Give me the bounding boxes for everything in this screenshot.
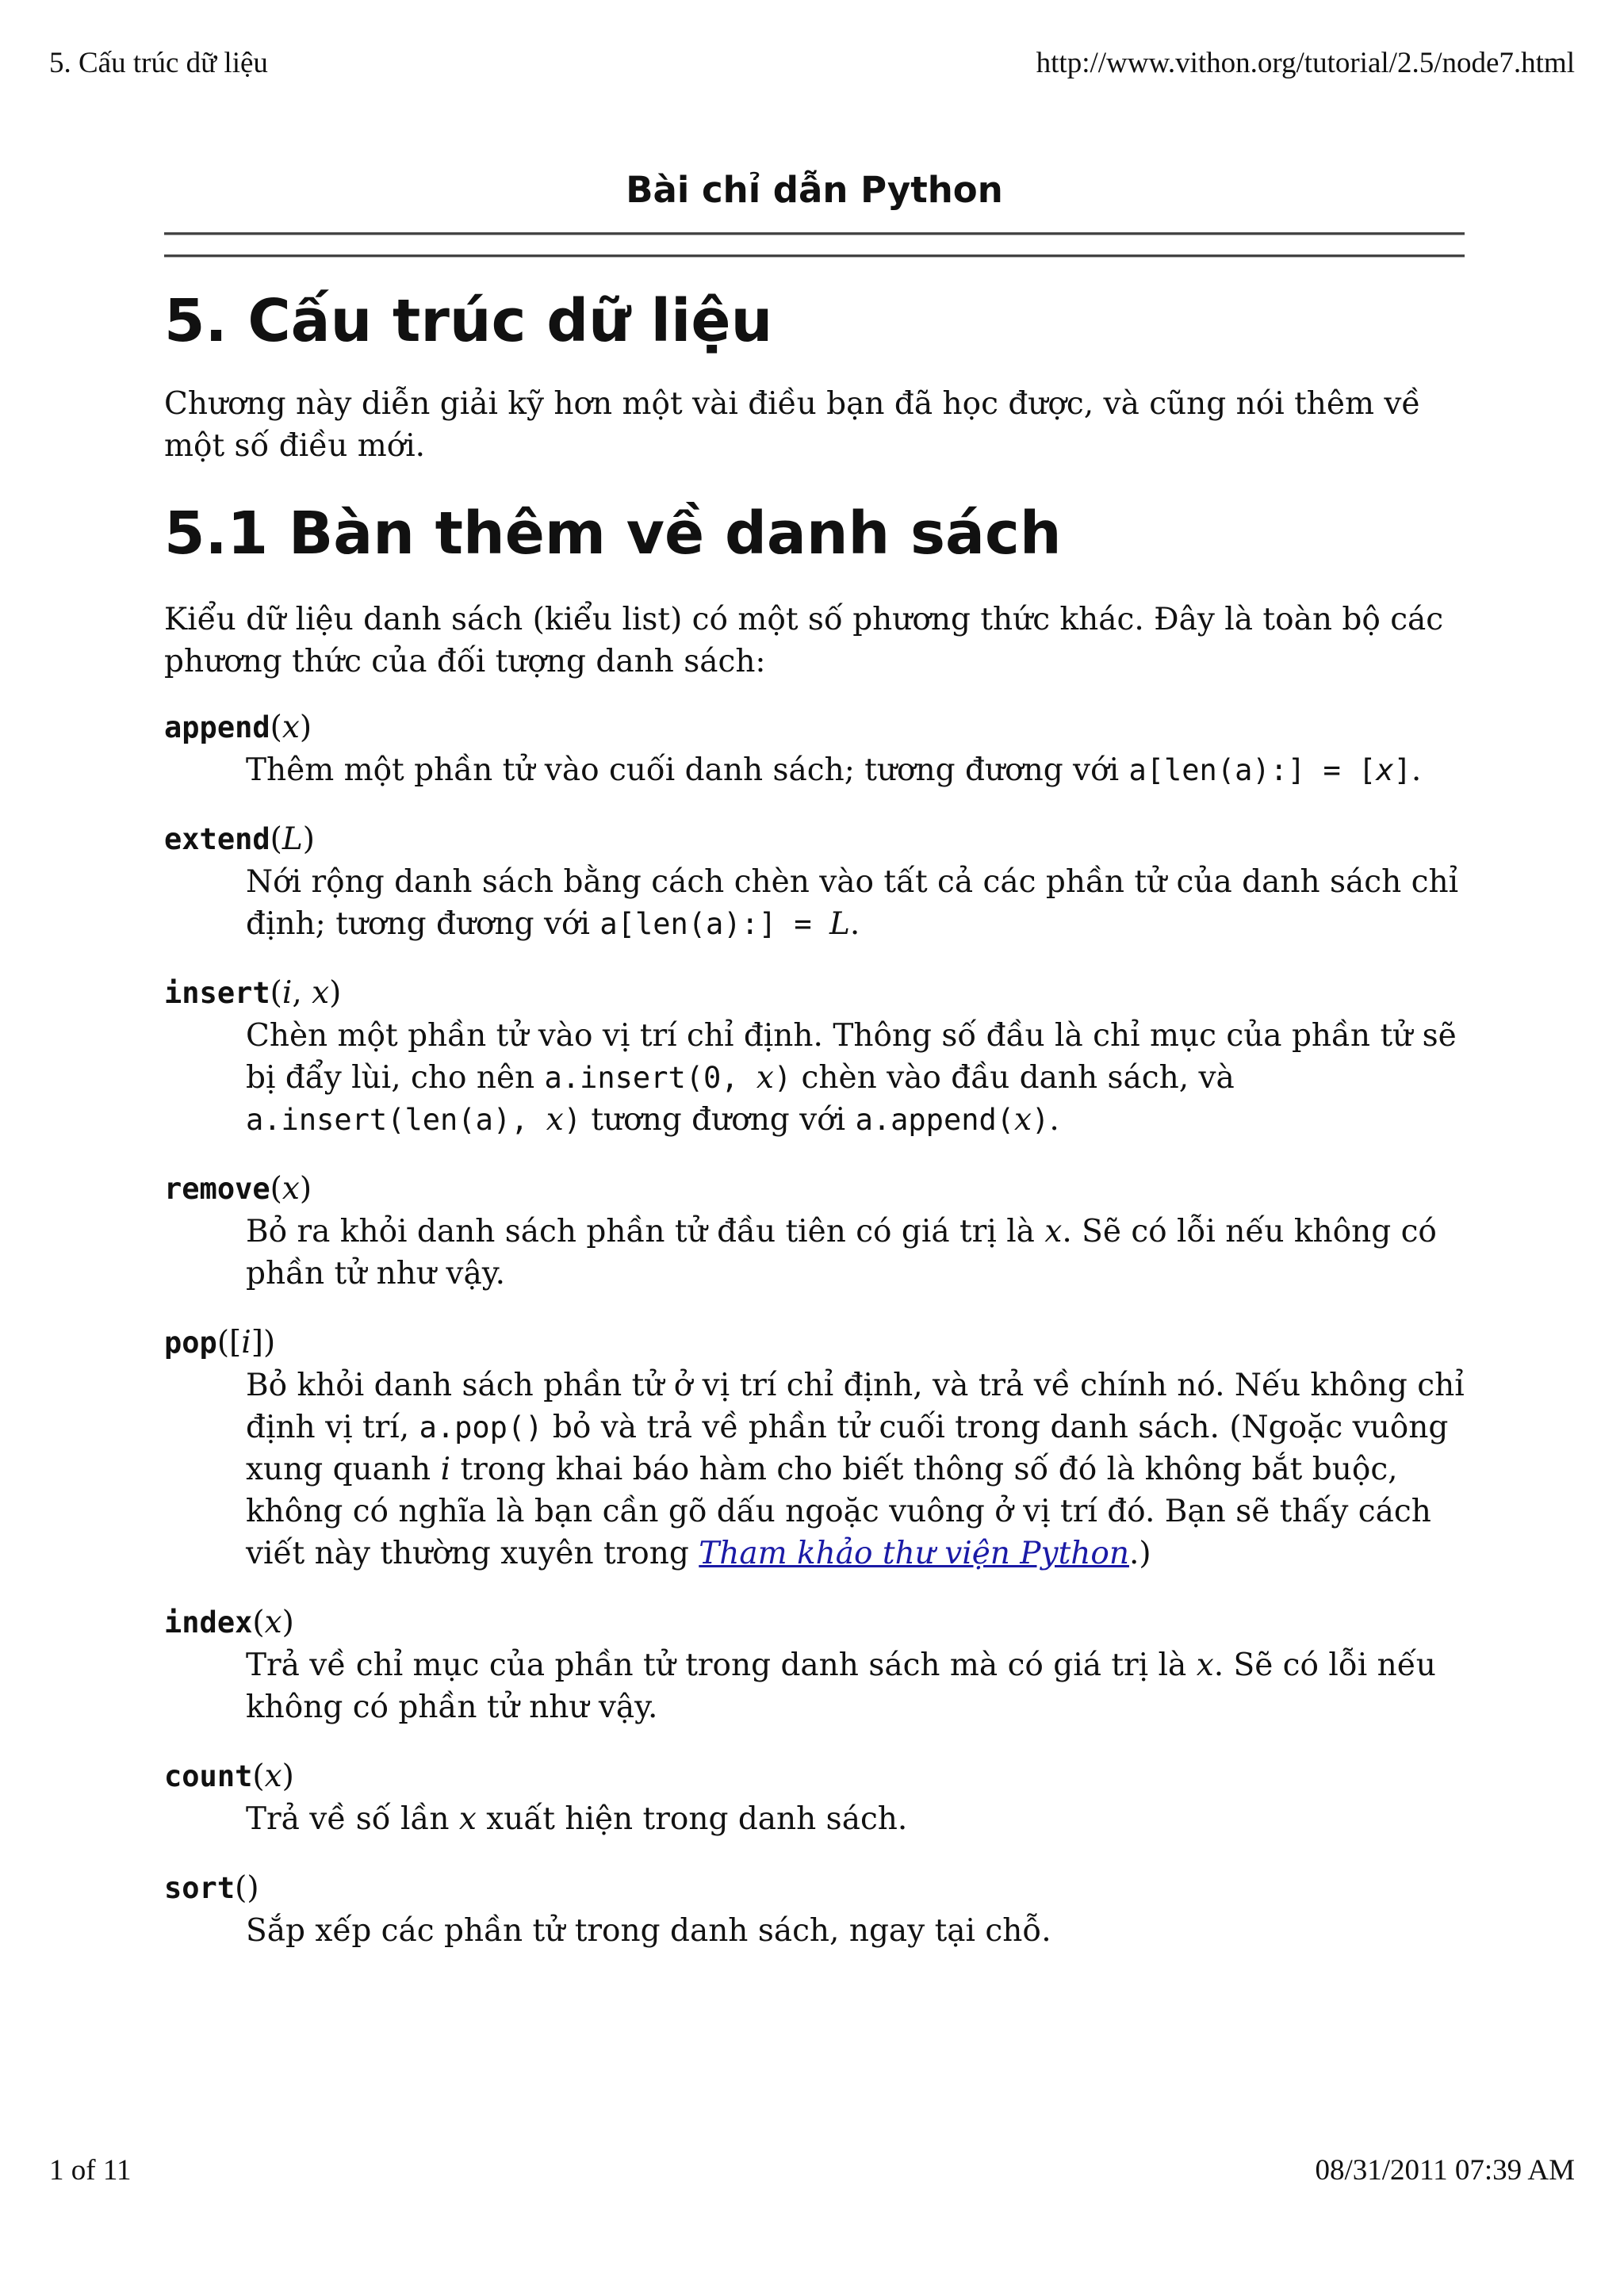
code-inline: ] <box>1393 753 1411 787</box>
method-description <box>246 1798 1465 1840</box>
method-description <box>246 1015 1465 1141</box>
method-arg: x <box>264 1605 282 1640</box>
method-signature <box>164 1867 1465 1910</box>
page-count: 1 of 11 <box>49 2154 132 2187</box>
print-url: http://www.vithon.org/tutorial/2.5/node7.html <box>1036 47 1575 79</box>
method-signature <box>164 1168 1465 1211</box>
desc-text: . <box>1049 1102 1059 1138</box>
method-signature <box>164 818 1465 861</box>
print-datetime: 08/31/2011 07:39 AM <box>1315 2154 1575 2187</box>
method-name: sort <box>164 1871 236 1905</box>
method-description <box>246 1910 1465 1952</box>
desc-text: Sắp xếp các phần tử trong danh sách, ngay tại chỗ. <box>246 1913 1051 1949</box>
paren: ( <box>270 1171 282 1207</box>
method-arg: x <box>282 710 300 745</box>
method-arg: x <box>282 1171 300 1207</box>
section-intro: Kiểu dữ liệu danh sách (kiểu list) có một số phương thức khác. Đây là toàn bộ các phương thức của đối tượng danh sách: <box>164 602 1444 679</box>
desc-text: Trả về chỉ mục của phần tử trong danh sách mà có giá trị là <box>246 1647 1197 1683</box>
desc-text: . <box>1411 752 1422 788</box>
code-inline: ) <box>773 1061 792 1095</box>
desc-text: . Sẽ có lỗi nếu không có phần tử như vậy. <box>246 1214 1437 1292</box>
top-divider <box>164 232 1465 235</box>
method-description <box>246 1364 1465 1575</box>
method-extend <box>164 818 1465 945</box>
paren: ) <box>299 710 312 745</box>
method-list <box>164 706 1465 1952</box>
paren: ) <box>299 1171 312 1207</box>
chapter-intro: Chương này diễn giải kỹ hơn một vài điều bạn đã học được, và cũng nói thêm về một số điều mới. <box>164 386 1421 464</box>
method-arg: i <box>241 1325 251 1360</box>
paren: ]) <box>251 1325 276 1360</box>
method-signature <box>164 1755 1465 1798</box>
paren: () <box>235 1870 259 1906</box>
method-signature <box>164 706 1465 749</box>
method-name: count <box>164 1759 253 1793</box>
method-signature <box>164 972 1465 1015</box>
code-arg: x <box>756 1060 774 1096</box>
code-inline: ) <box>563 1103 581 1137</box>
desc-text: tương đương với <box>580 1102 856 1138</box>
desc-text: Thêm một phần tử vào cuối danh sách; tương đương với <box>246 752 1129 788</box>
code-arg: i <box>440 1452 451 1487</box>
method-description <box>246 861 1465 945</box>
method-signature <box>164 1322 1465 1364</box>
desc-text: trong khai báo hàm cho biết thông số đó là không bắt buộc, không có nghĩa là bạn cần gõ dấu ngoặc vuông ở vị trí đó. Bạn sẽ thấy cách viết này thường xuyên trong <box>246 1452 1431 1571</box>
paren: ) <box>282 1605 294 1640</box>
paren: ([ <box>216 1325 242 1360</box>
desc-text: .) <box>1128 1536 1151 1571</box>
method-remove <box>164 1168 1465 1295</box>
second-divider <box>164 254 1465 258</box>
method-description <box>246 1211 1465 1295</box>
paren: ( <box>270 710 282 745</box>
code-arg: x <box>1196 1647 1214 1683</box>
desc-text: Trả về số lần <box>246 1801 459 1837</box>
desc-text: Chèn một phần tử vào vị trí chỉ định. Thông số đầu là chỉ mục của phần tử sẽ bị đẩy lùi, cho nên <box>246 1018 1457 1096</box>
paren: ( <box>252 1605 265 1640</box>
code-arg: L <box>829 906 850 942</box>
code-arg: x <box>1044 1214 1063 1249</box>
desc-text: xuất hiện trong danh sách. <box>476 1801 908 1837</box>
paren: ) <box>302 821 315 857</box>
code-inline: a[len(a):] = [ <box>1128 753 1377 787</box>
paren: ) <box>282 1758 294 1794</box>
desc-text: chèn vào đầu danh sách, và <box>791 1060 1235 1096</box>
method-name: insert <box>164 976 270 1010</box>
method-description <box>246 1644 1465 1728</box>
code-inline: a[len(a):] = <box>599 907 829 941</box>
code-inline: a.append( <box>855 1103 1015 1137</box>
code-arg: x <box>546 1102 564 1138</box>
code-inline: ) <box>1032 1103 1050 1137</box>
separator: , <box>292 975 312 1011</box>
library-reference-link[interactable]: Tham khảo thư viện Python <box>699 1536 1129 1571</box>
paren: ( <box>270 975 282 1011</box>
section-title: 5.1 Bàn thêm về danh sách <box>164 499 1062 568</box>
paren: ) <box>329 975 342 1011</box>
code-inline: a.insert(0, <box>544 1061 756 1095</box>
code-inline: a.insert(len(a), <box>246 1103 546 1137</box>
document-body <box>164 163 1465 1979</box>
method-signature <box>164 1601 1465 1644</box>
code-arg: x <box>1014 1102 1032 1138</box>
code-arg: x <box>1376 753 1394 787</box>
method-count <box>164 1755 1465 1840</box>
method-arg: x <box>312 975 330 1011</box>
method-sort <box>164 1867 1465 1952</box>
method-name: index <box>164 1605 253 1640</box>
code-arg: x <box>458 1801 477 1837</box>
method-name: remove <box>164 1172 270 1206</box>
nav-title: Bài chỉ dẫn Python <box>626 169 1003 211</box>
desc-text: Nới rộng danh sách bằng cách chèn vào tất cả các phần tử của danh sách chỉ định; tương đương với <box>246 864 1459 942</box>
desc-text: Bỏ khỏi danh sách phần tử ở vị trí chỉ định, và trả về chính nó. Nếu không chỉ định vị trí, <box>246 1368 1465 1445</box>
desc-text: Bỏ ra khỏi danh sách phần tử đầu tiên có giá trị là <box>246 1214 1045 1249</box>
method-append <box>164 706 1465 791</box>
print-header <box>49 46 1575 86</box>
desc-text: bỏ và trả về phần tử cuối trong danh sách. (Ngoặc vuông xung quanh <box>246 1410 1449 1487</box>
code-inline: a.pop() <box>419 1410 543 1445</box>
desc-text: . Sẽ có lỗi nếu không có phần tử như vậy. <box>246 1647 1436 1725</box>
method-name: append <box>164 710 270 744</box>
method-name: pop <box>164 1326 217 1360</box>
method-insert <box>164 972 1465 1141</box>
print-page-title: 5. Cấu trúc dữ liệu <box>49 47 268 79</box>
print-footer <box>49 2153 1575 2193</box>
method-pop <box>164 1322 1465 1575</box>
method-arg: x <box>264 1758 282 1794</box>
method-name: extend <box>164 822 270 856</box>
method-index <box>164 1601 1465 1728</box>
method-description <box>246 749 1465 791</box>
paren: ( <box>252 1758 265 1794</box>
method-arg: L <box>282 821 303 857</box>
chapter-title: 5. Cấu trúc dữ liệu <box>164 287 773 355</box>
method-arg: i <box>282 975 293 1011</box>
paren: ( <box>270 821 282 857</box>
desc-text: . <box>849 906 860 942</box>
